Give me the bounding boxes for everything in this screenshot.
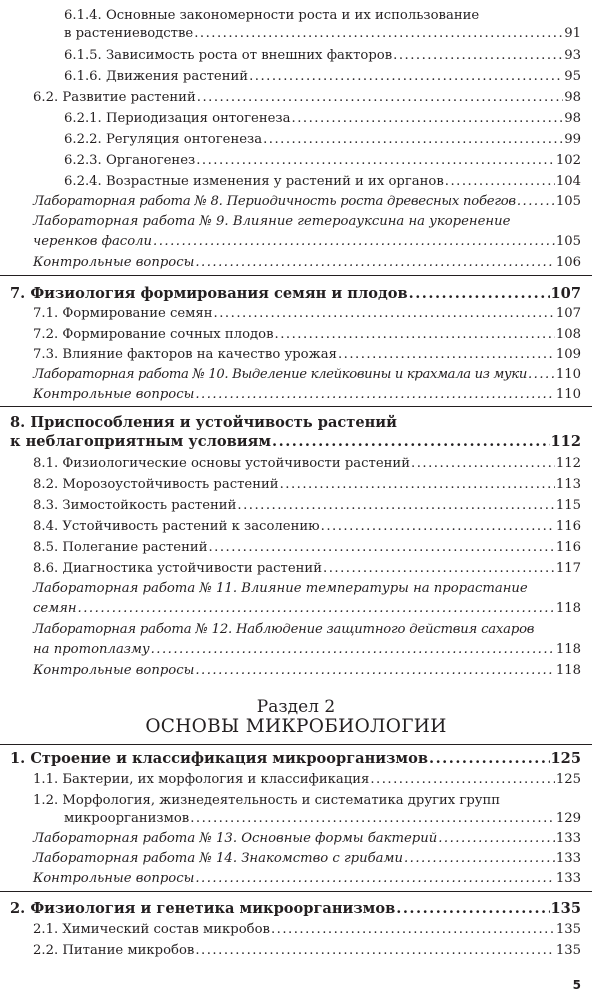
toc-page-number: 112 [550,433,581,450]
toc-entry-label: 8.2. Морозоустойчивость растений [33,477,279,492]
toc-entry-label: 8.6. Диагностика устойчивости растений [33,561,322,576]
toc-page-number: 105 [555,234,581,249]
toc-entry-8-1 [33,455,581,473]
leader-dots [271,921,555,939]
toc-entry-label: 7.3. Влияние факторов на качество урожая [33,347,337,362]
toc-entry-8-2 [33,476,581,494]
toc-page-number: 129 [555,811,581,826]
leader-dots [323,560,555,578]
toc-page-number: 98 [564,90,581,105]
leader-dots [196,152,555,170]
toc-entry-8-5 [33,539,581,557]
toc-lab-14 [33,850,581,868]
toc-entry-6-2-4 [64,173,581,191]
toc-entry-label: 6.1.6. Движения растений [64,69,249,84]
section-label: Раздел 2 [256,697,336,717]
leader-dots [409,285,550,303]
toc-entry-label: 2.2. Питание микробов [33,943,195,958]
toc-entry-8-4 [33,518,581,536]
toc-entry-6-1-5 [64,47,581,65]
toc-chapter-label: 2. Физиология и генетика микроорганизмов [10,900,396,917]
toc-page-number: 106 [555,255,581,270]
toc-entry-label: Контрольные вопросы [33,387,195,402]
toc-entry-label: семян [33,601,77,616]
divider [0,275,592,276]
toc-entry-label: 8.4. Устойчивость растений к засолению [33,519,320,534]
toc-page-number: 125 [555,772,581,787]
toc-entry-label: Контрольные вопросы [33,663,195,678]
toc-entry-6-1-6 [64,68,581,86]
toc-entry-6-2-2 [64,131,581,149]
leader-dots [411,455,555,473]
toc-chapter-m1 [10,750,581,768]
leader-dots [195,942,554,960]
divider [0,891,592,892]
toc-entry-label: Контрольные вопросы [33,255,195,270]
toc-page-number: 116 [555,540,581,555]
page-number: 5 [572,978,581,992]
toc-page-number: 115 [555,498,581,513]
toc-entry-label: 1.1. Бактерии, их морфология и классификация [33,772,370,787]
toc-entry-label: Лабораторная работа № 10. Выделение клейковины и крахмала из муки [33,367,527,382]
leader-dots [338,346,555,364]
leader-dots [321,518,555,536]
toc-entry-8-6 [33,560,581,578]
toc-chapter-label: к неблагоприятным условиям [10,433,272,450]
toc-page-number: 113 [555,477,581,492]
leader-dots [292,110,564,128]
divider [0,406,592,407]
leader-dots [438,830,555,848]
toc-page-number: 118 [555,663,581,678]
toc-entry-label: 8.5. Полегание растений [33,540,208,555]
leader-dots [197,89,563,107]
toc-page-number: 135 [550,900,581,917]
toc-entry-label: Лабораторная работа № 14. Знакомство с грибами [33,851,403,866]
toc-entry-label: на протоплазму [33,642,150,657]
toc-page-number: 109 [555,347,581,362]
leader-dots [214,305,555,323]
toc-lab-11 [33,600,581,618]
leader-dots [404,850,555,868]
leader-dots [194,25,563,43]
leader-dots [151,641,555,659]
toc-entry-8-3 [33,497,581,515]
leader-dots [195,386,554,404]
toc-page-number: 133 [555,831,581,846]
toc-entry-label: 6.2.4. Возрастные изменения у растений и их органов [64,174,444,189]
toc-chapter-label: 7. Физиология формирования семян и плодов [10,285,408,302]
toc-questions-7 [33,386,581,404]
toc-page-number: 105 [555,194,581,209]
leader-dots [396,900,549,918]
toc-lab-12 [33,641,581,659]
toc-page-number: 133 [555,851,581,866]
toc-questions-6 [33,254,581,272]
toc-entry-label: Лабораторная работа № 8. Периодичность роста древесных побегов [33,194,516,209]
leader-dots [275,326,555,344]
toc-entry-m1-2 [64,810,581,828]
toc-entry-label: в растениеводстве [64,26,194,41]
leader-dots [272,433,550,451]
leader-dots [393,47,563,65]
toc-page-number: 91 [564,26,581,41]
toc-chapter-7 [10,285,581,303]
toc-page-number: 135 [555,943,581,958]
toc-chapter-m2 [10,900,581,918]
toc-chapter-label: 1. Строение и классификация микроорганизмов [10,750,428,767]
toc-lab-9-line1: Лабораторная работа № 9. Влияние гетероауксина на укоренение [33,214,511,229]
toc-entry-label: Контрольные вопросы [33,871,195,886]
toc-entry-m1-2-line1: 1.2. Морфология, жизнедеятельность и систематика других групп [33,793,501,808]
toc-lab-11-line1: Лабораторная работа № 11. Влияние температуры на прорастание [33,581,528,596]
toc-entry-6-2-3 [64,152,581,170]
section-title: ОСНОВЫ МИКРОБИОЛОГИИ [145,716,447,737]
toc-entry-m2-1 [33,921,581,939]
toc-page-number: 133 [555,871,581,886]
toc-page-number: 107 [555,306,581,321]
leader-dots [528,366,555,384]
toc-entry-label: 7.2. Формирование сочных плодов [33,327,274,342]
toc-page-number: 98 [564,111,581,126]
toc-page-number: 116 [555,519,581,534]
toc-page-number: 125 [550,750,581,767]
toc-entry-label: 6.2.1. Периодизация онтогенеза [64,111,291,126]
toc-page-number: 104 [555,174,581,189]
toc-lab-13 [33,830,581,848]
toc-page-number: 95 [564,69,581,84]
toc-chapter-8 [10,433,581,451]
toc-entry-label: 8.3. Зимостойкость растений [33,498,237,513]
leader-dots [208,539,554,557]
leader-dots [195,254,554,272]
leader-dots [195,870,554,888]
toc-lab-10 [33,366,581,384]
toc-page-number: 107 [550,285,581,302]
leader-dots [249,68,563,86]
toc-entry-label: 8.1. Физиологические основы устойчивости растений [33,456,410,471]
toc-entry-label: 6.2.3. Органогенез [64,153,196,168]
toc-page-number: 110 [555,367,581,382]
leader-dots [429,750,550,768]
toc-page-number: 112 [555,456,581,471]
toc-entry-label: Лабораторная работа № 13. Основные формы бактерий [33,831,438,846]
toc-page-number: 108 [555,327,581,342]
toc-chapter-8-line1: 8. Приспособления и устойчивость растений [10,414,397,431]
leader-dots [190,810,555,828]
leader-dots [263,131,563,149]
toc-page-number: 93 [564,48,581,63]
toc-page-number: 118 [555,642,581,657]
toc-questions-8 [33,662,581,680]
leader-dots [153,233,555,251]
toc-entry-6-1-4 [64,25,581,43]
toc-entry-label: 6.2.2. Регуляция онтогенеза [64,132,263,147]
leader-dots [78,600,555,618]
toc-entry-label: 6.1.5. Зависимость роста от внешних факторов [64,48,393,63]
leader-dots [195,662,554,680]
toc-lab-12-line1: Лабораторная работа № 12. Наблюдение защитного действия сахаров [33,622,535,637]
toc-page-number: 118 [555,601,581,616]
toc-entry-label: черенков фасоли [33,234,153,249]
toc-entry-6-1-4-line1: 6.1.4. Основные закономерности роста и их использование [64,8,480,23]
leader-dots [517,193,555,211]
toc-page-number: 110 [555,387,581,402]
toc-entry-6-2 [33,89,581,107]
toc-entry-label: 6.2. Развитие растений [33,90,196,105]
leader-dots [370,771,554,789]
toc-page-number: 99 [564,132,581,147]
toc-entry-m1-1 [33,771,581,789]
toc-entry-label: 7.1. Формирование семян [33,306,213,321]
toc-entry-7-3 [33,346,581,364]
leader-dots [445,173,555,191]
toc-entry-label: микроорганизмов [64,811,190,826]
leader-dots [280,476,555,494]
divider [0,744,592,745]
toc-page-number: 117 [555,561,581,576]
toc-questions-m1 [33,870,581,888]
toc-entry-7-2 [33,326,581,344]
toc-entry-7-1 [33,305,581,323]
toc-entry-6-2-1 [64,110,581,128]
toc-page-number: 135 [555,922,581,937]
toc-lab-8 [33,193,581,211]
leader-dots [237,497,554,515]
toc-entry-m2-2 [33,942,581,960]
toc-lab-9 [33,233,581,251]
toc-page-number: 102 [555,153,581,168]
toc-entry-label: 2.1. Химический состав микробов [33,922,270,937]
